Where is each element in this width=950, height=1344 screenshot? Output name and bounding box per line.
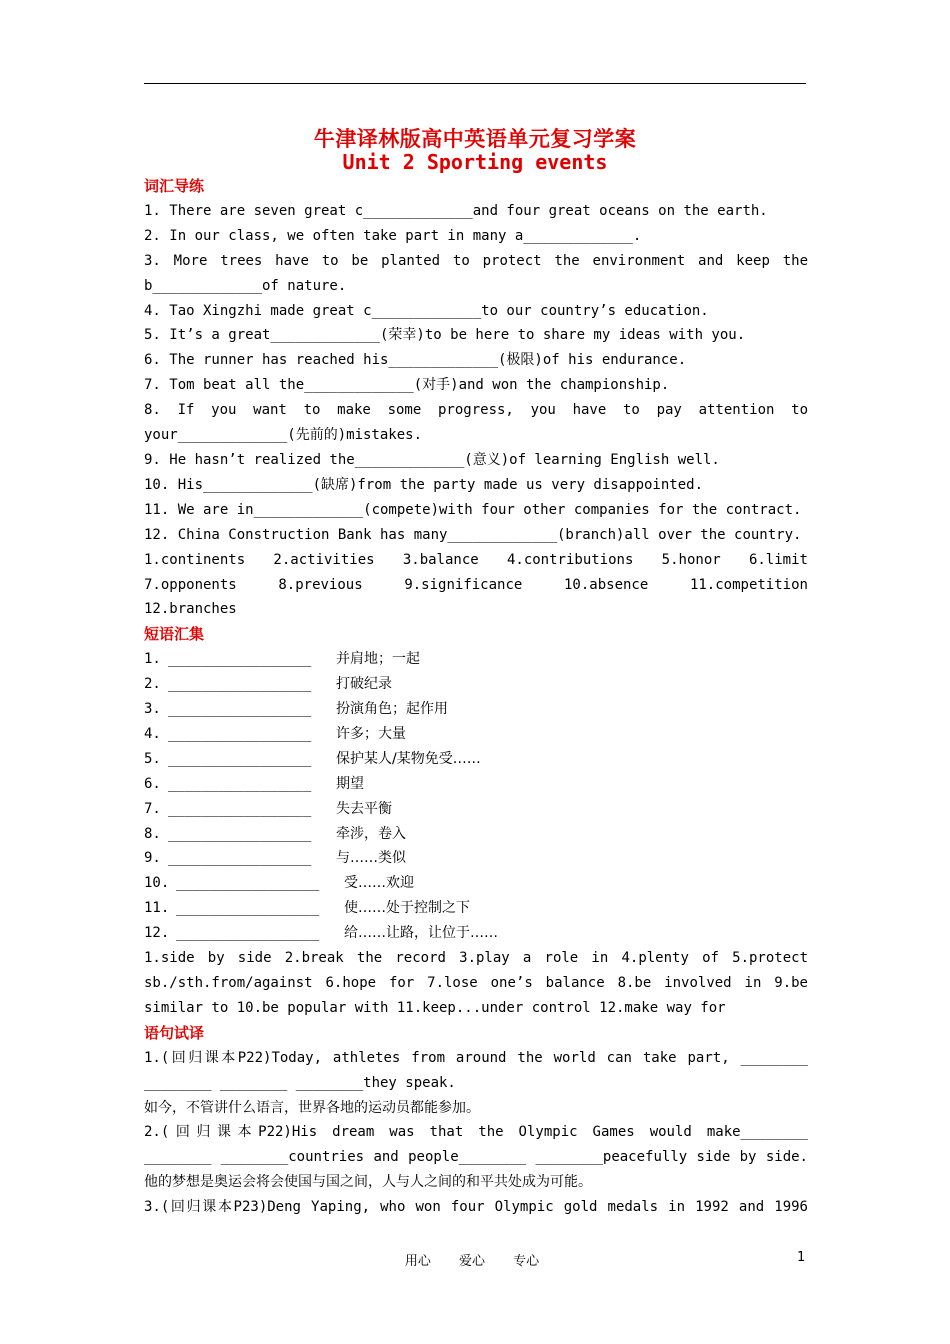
phrase-number: 2. <box>144 676 161 693</box>
document-title-english: Unit 2 Sporting events <box>342 150 608 174</box>
phrase-answers: 1.side by side 2.break the record 3.play a role in 4.plenty of 5.protect <box>144 950 808 967</box>
phrase-list <box>144 647 808 946</box>
phrase-number: 1. <box>144 651 161 668</box>
vocab-item: 5. It’s a great_____________(荣幸)to be here to share my ideas with you. <box>144 327 746 344</box>
phrase-item <box>144 822 808 847</box>
phrase-item <box>144 846 808 871</box>
phrase-item <box>144 747 808 772</box>
phrase-meaning: 与……类似 <box>336 850 406 867</box>
phrase-meaning: 期望 <box>336 775 364 792</box>
sentence-item: 1.(回归课本P22)Today, athletes from around the world can take part, ________ <box>144 1049 808 1066</box>
phrase-number: 12. <box>144 925 170 942</box>
phrase-meaning: 扮演角色；起作用 <box>336 701 448 718</box>
sentence-item-continuation: ________ ________ ________they speak. <box>144 1074 456 1091</box>
section-heading-phrases: 短语汇集 <box>144 625 205 644</box>
section-heading-sentences: 语句试译 <box>144 1023 205 1042</box>
phrase-blank: _________________ <box>176 900 320 917</box>
answer: 3.balance <box>402 551 479 568</box>
phrase-number: 9. <box>144 850 161 867</box>
phrase-number: 7. <box>144 800 161 817</box>
phrase-blank: _________________ <box>168 676 312 693</box>
vocab-item: 8. If you want to make some progress, you have to pay attention to <box>144 402 808 419</box>
answer: 1.continents <box>144 551 246 568</box>
phrase-blank: _________________ <box>176 875 320 892</box>
phrase-meaning: 给……让路，让位于…… <box>344 925 498 942</box>
answer: 4.contributions <box>506 551 634 568</box>
vocab-item: 12. China Construction Bank has many_____________(branch)all over the country. <box>144 526 802 543</box>
section-heading-vocab: 词汇导练 <box>144 177 205 195</box>
vocab-item: 6. The runner has reached his_____________(极限)of his endurance. <box>144 352 687 369</box>
phrase-blank: _________________ <box>168 725 312 742</box>
phrase-item <box>144 921 808 946</box>
vocab-item: 4. Tao Xingzhi made great c_____________to our country’s education. <box>144 302 709 319</box>
answer: 6.limit <box>748 551 808 568</box>
phrase-meaning: 许多；大量 <box>336 725 406 742</box>
answer: 10.absence <box>564 576 649 593</box>
sentence-item: 2.(回归课本P22)His dream was that the Olympic Games would make________ <box>144 1124 808 1141</box>
document-title-chinese: 牛津译林版高中英语单元复习学案 <box>313 127 637 151</box>
phrase-answers: similar to 10.be popular with 11.keep...under control 12.make way for <box>144 999 726 1016</box>
vocab-item: 2. In our class, we often take part in many a_____________. <box>144 227 642 244</box>
footer-motto: 用心 爱心 专心 <box>404 1254 540 1269</box>
sentence-item-continuation: ________ ________countries and people________ ________peacefully side by side. <box>144 1149 808 1166</box>
vocab-answers-row <box>144 573 808 598</box>
sentence-item: 3.(回归课本P23)Deng Yaping, who won four Olympic gold medals in 1992 and 1996 <box>144 1199 808 1216</box>
phrase-item <box>144 722 808 747</box>
phrase-meaning: 并肩地；一起 <box>336 651 420 668</box>
phrase-item <box>144 647 808 672</box>
phrase-meaning: 使……处于控制之下 <box>344 900 470 917</box>
phrase-answers: sb./sth.from/against 6.hope for 7.lose one’s balance 8.be involved in 9.be <box>144 975 808 991</box>
sentence-translation: 他的梦想是奥运会将会使国与国之间，人与人之间的和平共处成为可能。 <box>144 1174 592 1191</box>
phrase-number: 4. <box>144 725 161 742</box>
phrase-item <box>144 672 808 697</box>
phrase-blank: _________________ <box>168 825 312 842</box>
phrase-blank: _________________ <box>168 651 312 668</box>
phrase-number: 8. <box>144 825 161 842</box>
answer: 2.activities <box>273 551 375 568</box>
answer: 7.opponents <box>144 576 237 593</box>
phrase-number: 6. <box>144 775 161 792</box>
phrase-meaning: 牵涉，卷入 <box>336 825 406 842</box>
sentence-translation: 如今，不管讲什么语言，世界各地的运动员都能参加。 <box>144 1099 480 1116</box>
phrase-blank: _________________ <box>176 925 320 942</box>
header-rule <box>144 83 806 84</box>
phrase-meaning: 打破纪录 <box>336 676 392 693</box>
document-body <box>144 174 808 1220</box>
phrase-number: 11. <box>144 900 170 917</box>
vocab-item: 7. Tom beat all the_____________(对手)and won the championship. <box>144 377 670 394</box>
phrase-blank: _________________ <box>168 701 312 718</box>
page-number: 1 <box>797 1250 806 1265</box>
vocab-item: 3. More trees have to be planted to protect the environment and keep the <box>144 252 808 269</box>
phrase-blank: _________________ <box>168 850 312 867</box>
phrase-number: 3. <box>144 701 161 718</box>
phrase-blank: _________________ <box>168 750 312 767</box>
vocab-item: 11. We are in_____________(compete)with four other companies for the contract. <box>144 501 802 518</box>
answer: 11.competition <box>689 576 808 593</box>
phrase-meaning: 保护某人/某物免受…… <box>336 750 481 767</box>
vocab-answers-row <box>144 548 808 573</box>
vocab-item: 10. His_____________(缺席)from the party made us very disappointed. <box>144 476 704 493</box>
answer: 9.significance <box>404 576 523 593</box>
phrase-item <box>144 871 808 896</box>
phrase-number: 5. <box>144 750 161 767</box>
phrase-meaning: 失去平衡 <box>336 800 392 817</box>
vocab-item-continuation: your_____________(先前的)mistakes. <box>144 427 423 444</box>
phrase-item <box>144 896 808 921</box>
vocab-item: 9. He hasn’t realized the_____________(意义)of learning English well. <box>144 451 720 468</box>
phrase-item <box>144 697 808 722</box>
answer: 8.previous <box>278 576 363 593</box>
answer: 5.honor <box>661 551 721 568</box>
phrase-item <box>144 772 808 797</box>
vocab-item: 1. There are seven great c_____________and four great oceans on the earth. <box>144 202 768 219</box>
vocab-item-continuation: b_____________of nature. <box>144 277 347 294</box>
phrase-blank: _________________ <box>168 775 312 792</box>
phrase-item <box>144 797 808 822</box>
phrase-number: 10. <box>144 875 170 892</box>
phrase-meaning: 受……欢迎 <box>344 875 414 892</box>
vocab-answers-row: 12.branches <box>144 601 237 618</box>
phrase-blank: _________________ <box>168 800 312 817</box>
